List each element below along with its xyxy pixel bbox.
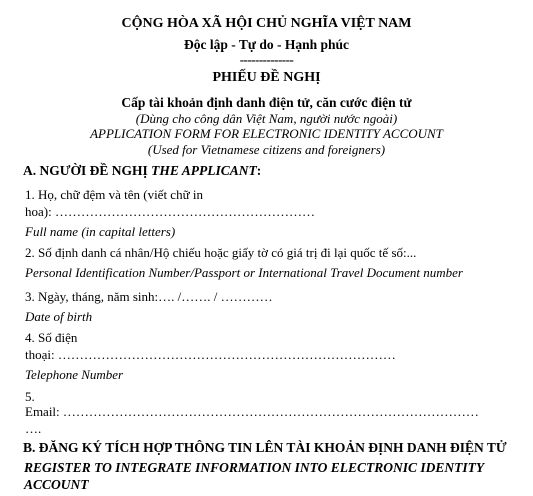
phone-label: 4. Số điện [25,330,78,345]
national-motto: Độc lập - Tự do - Hạnh phúc [183,37,350,52]
header-divider: -------------- [239,52,294,67]
form-subject-english: APPLICATION FORM FOR ELECTRONIC IDENTITY ACCOUNT [90,126,443,141]
full-name-field[interactable]: hoa): …………………………………………………… [25,204,315,219]
phone-label-english: Telephone Number [25,367,124,382]
section-b-heading-english-continuation: ACCOUNT [24,477,89,492]
section-b-heading-english: REGISTER TO INTEGRATE INFORMATION INTO ELECTRONIC IDENTITY [24,460,485,475]
form-audience-english: (Used for Vietnamese citizens and foreigners) [147,142,386,157]
date-of-birth-label-english: Date of birth [25,309,93,324]
section-b-heading: B. ĐĂNG KÝ TÍCH HỢP THÔNG TIN LÊN TÀI KHOẢN ĐỊNH DANH ĐIỆN TỬ [23,440,507,455]
id-number-field[interactable]: 2. Số định danh cá nhân/Hộ chiếu hoặc giấy tờ có giá trị đi lại quốc tế số:... [25,245,417,260]
country-name-heading: CỘNG HÒA XÃ HỘI CHỦ NGHĨA VIỆT NAM [121,16,412,31]
form-subject: Cấp tài khoản định danh điện tử, căn cước điện tử [121,95,412,110]
full-name-label: 1. Họ, chữ đệm và tên (viết chữ in [25,187,203,202]
id-number-label-english: Personal Identification Number/Passport or International Travel Document number [25,265,463,280]
section-a-title-english: THE APPLICANT [151,163,257,178]
email-number: 5. [25,389,35,404]
email-field-continuation: …. [25,421,42,436]
phone-field[interactable]: thoại: …………………………………………………………………… [25,347,396,362]
section-a-heading [23,163,261,179]
date-of-birth-field[interactable]: 3. Ngày, tháng, năm sinh:…. /……. / ………… [25,289,273,304]
email-field[interactable]: Email: …………………………………………………………………………………… [25,404,479,419]
form-audience: (Dùng cho công dân Việt Nam, người nước ngoài) [135,111,398,126]
form-title: PHIẾU ĐỀ NGHỊ [212,70,321,85]
section-a-colon: : [256,163,262,178]
section-a-title: A. NGƯỜI ĐỀ NGHỊ [23,163,148,178]
full-name-label-english: Full name (in capital letters) [25,224,176,239]
